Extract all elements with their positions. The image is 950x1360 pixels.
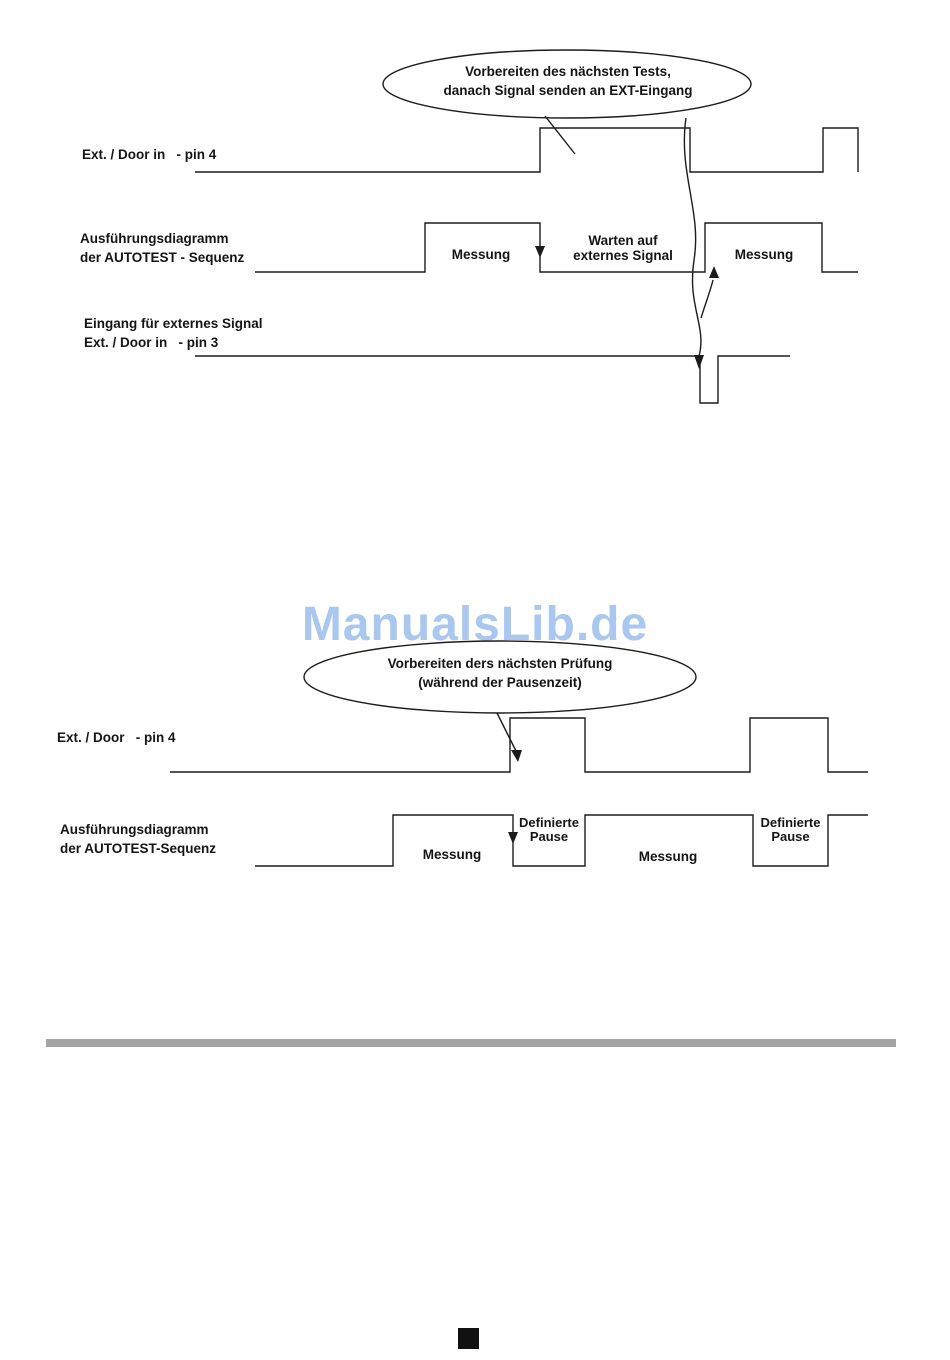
bottom-callout-line2: (während der Pausenzeit): [418, 675, 582, 690]
top-curvy-arrowhead-down-icon: [694, 355, 704, 369]
top-measure1-label: Messung: [451, 247, 511, 262]
bottom-measure1-label: Messung: [422, 847, 482, 862]
watermark: ManualsLib.de: [301, 598, 649, 651]
bottom-pause2-line2: Pause: [771, 829, 810, 844]
bottom-exec-label-line1: Ausführungsdiagramm: [60, 822, 209, 837]
bottom-pin4-waveform: [170, 718, 868, 772]
top-callout-text: [387, 62, 749, 100]
top-pin4-waveform: [195, 128, 858, 172]
top-exec-label-line1: Ausführungsdiagramm: [80, 231, 229, 246]
bottom-measure2-label: Messung: [638, 849, 698, 864]
top-extin-label-line2: Ext. / Door in - pin 3: [84, 335, 219, 350]
bottom-exec-label-line2: der AUTOTEST-Sequenz: [60, 841, 217, 856]
bottom-leader-arrowhead-icon: [511, 750, 522, 762]
bottom-pin4-signal-label: Ext. / Door - pin 4: [57, 730, 176, 745]
top-extin-label-line1: Eingang für externes Signal: [84, 316, 263, 331]
bottom-pause1-line1: Definierte: [519, 815, 579, 830]
top-wait-label: [543, 233, 703, 263]
top-exec-label-line2: der AUTOTEST - Sequenz: [80, 250, 245, 265]
top-callout-line2: danach Signal senden an EXT-Eingang: [443, 83, 693, 98]
top-wait-line2: externes Signal: [573, 248, 673, 263]
top-wait-line1: Warten auf: [588, 233, 658, 248]
page-number-marker: [458, 1328, 479, 1349]
section-divider-bar: [46, 1039, 896, 1047]
bottom-pause1-line2: Pause: [529, 829, 569, 844]
top-pin4-signal-label: Ext. / Door in - pin 4: [82, 147, 217, 162]
top-callout-line1: Vorbereiten des nächsten Tests,: [465, 64, 671, 79]
top-measure2-label: Messung: [734, 247, 794, 262]
top-callout-leader-line: [545, 116, 575, 154]
top-up-arrow-line: [701, 280, 713, 318]
bottom-pause1-label: [514, 816, 584, 844]
bottom-pause2-label: [754, 816, 827, 844]
bottom-callout-text: [310, 654, 690, 692]
top-up-arrowhead-icon: [709, 266, 719, 278]
bottom-pause2-line1: Definierte: [760, 815, 821, 830]
bottom-callout-leader-line: [497, 713, 517, 753]
bottom-callout-line1: Vorbereiten ders nächsten Prüfung: [387, 656, 613, 671]
